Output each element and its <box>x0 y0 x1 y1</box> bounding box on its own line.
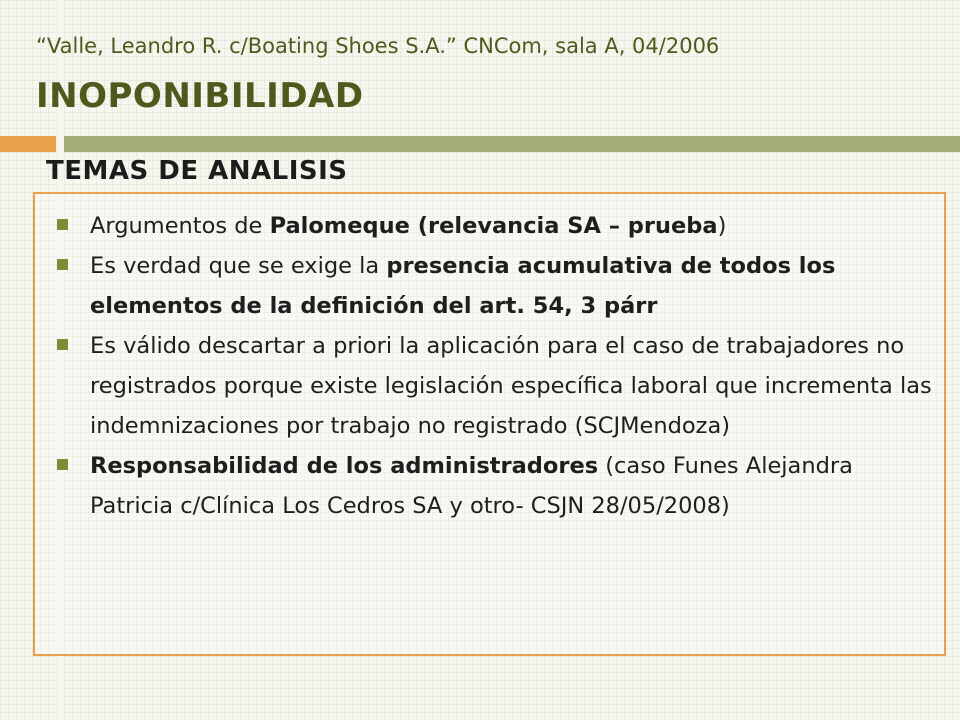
section-heading: TEMAS DE ANALISIS <box>46 156 348 186</box>
bullet-text: Es verdad que se exige la <box>90 253 387 279</box>
square-bullet-icon <box>57 459 68 470</box>
bullet-item <box>90 206 936 246</box>
bullet-list <box>35 194 944 526</box>
bullet-text: (caso Funes Alejandra Patricia c/Clínica Los Cedros SA y otro- CSJN 28/05/2008) <box>90 453 853 519</box>
accent-bar-orange <box>0 136 56 152</box>
bullet-item <box>90 326 936 446</box>
square-bullet-icon <box>57 259 68 270</box>
square-bullet-icon <box>57 219 68 230</box>
bullet-text-bold: Responsabilidad de los administradores <box>90 453 599 479</box>
bullet-item <box>90 446 936 526</box>
bullet-text-bold: presencia acumulativa de todos los elementos de la definición del art. 54, 3 párr <box>90 253 836 319</box>
bullet-text: Es válido descartar a priori la aplicación para el caso de trabajadores no registrados porque existe legislación específica laboral que incrementa las indemnizaciones por trabajo no registrado (SCJMendoza) <box>90 333 932 439</box>
square-bullet-icon <box>57 339 68 350</box>
accent-bar-green <box>64 136 960 152</box>
bullet-item <box>90 246 936 326</box>
bullet-text: Argumentos de <box>90 213 270 239</box>
bullet-text: ) <box>717 213 727 239</box>
content-box <box>33 192 946 656</box>
slide-title: INOPONIBILIDAD <box>36 76 364 116</box>
bullet-text-bold: Palomeque (relevancia SA – prueba <box>269 213 718 239</box>
case-subtitle: “Valle, Leandro R. c/Boating Shoes S.A.” CNCom, sala A, 04/2006 <box>36 34 720 58</box>
